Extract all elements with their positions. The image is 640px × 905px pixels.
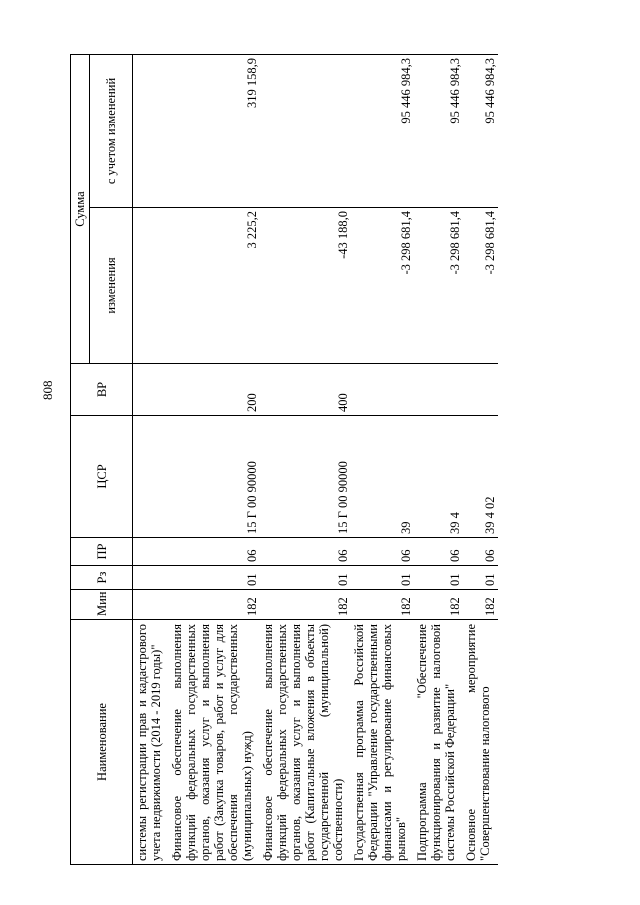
- row-name: Государственная программа Российской Федерации "Управление государственными финансами и регулирование финансовых рынков": [351, 620, 414, 865]
- row-rz: [133, 566, 170, 590]
- row-pr: 06: [463, 538, 498, 566]
- row-min: [133, 590, 170, 620]
- header-sum: Сумма: [71, 55, 90, 364]
- row-pr: 06: [260, 538, 351, 566]
- row-change: -43 188,0: [260, 208, 351, 364]
- row-min: 182: [414, 590, 463, 620]
- header-rz: Рз: [71, 566, 133, 590]
- table-row: [351, 55, 414, 865]
- row-rz: 01: [414, 566, 463, 590]
- row-pr: [133, 538, 170, 566]
- row-change: -3 298 681,4: [414, 208, 463, 364]
- table-row: [414, 55, 463, 865]
- header-csr: ЦСР: [71, 416, 133, 538]
- row-min: 182: [260, 590, 351, 620]
- row-pr: 06: [351, 538, 414, 566]
- row-min: 182: [463, 590, 498, 620]
- header-min: Мин: [71, 590, 133, 620]
- row-with-change: 95 446 984,3: [463, 55, 498, 208]
- row-pr: 06: [169, 538, 260, 566]
- row-csr: 39: [351, 416, 414, 538]
- row-name: Основное мероприятие "Совершенствование налогового: [463, 620, 498, 865]
- row-name: Финансовое обеспечение выполнения функций федеральных государственных органов, оказания услуг и выполнения работ (Закупка товаров, работ и услуг для обеспечения государственных (муниципальных) нужд): [169, 620, 260, 865]
- page-number-text: 808: [40, 380, 55, 400]
- header-pr: ПР: [71, 538, 133, 566]
- row-with-change: 95 446 984,3: [414, 55, 463, 208]
- row-vr: [133, 364, 170, 416]
- row-with-change: [260, 55, 351, 208]
- row-min: 182: [169, 590, 260, 620]
- row-with-change: 95 446 984,3: [351, 55, 414, 208]
- row-rz: 01: [463, 566, 498, 590]
- row-name: Подпрограмма "Обеспечение функционирования и развитие налоговой системы Российской Федерации": [414, 620, 463, 865]
- row-csr: [133, 416, 170, 538]
- row-change: [133, 208, 170, 364]
- row-with-change: 319 158,9: [169, 55, 260, 208]
- row-vr: [463, 364, 498, 416]
- row-vr: [351, 364, 414, 416]
- row-name: системы регистрации прав и кадастрового учета недвижимости (2014 - 2019 годы)": [133, 620, 170, 865]
- table-header: [71, 55, 133, 865]
- table-row: [133, 55, 170, 865]
- row-vr: [414, 364, 463, 416]
- header-change: изменения: [90, 208, 133, 364]
- row-csr: 15 Г 00 90000: [169, 416, 260, 538]
- row-change: 3 225,2: [169, 208, 260, 364]
- row-rz: 01: [260, 566, 351, 590]
- row-with-change: [133, 55, 170, 208]
- row-rz: 01: [169, 566, 260, 590]
- row-vr: 400: [260, 364, 351, 416]
- table-row: [169, 55, 260, 865]
- row-change: -3 298 681,4: [463, 208, 498, 364]
- table-row: [260, 55, 351, 865]
- row-csr: 39 4: [414, 416, 463, 538]
- row-name: Финансовое обеспечение выполнения функций федеральных государственных органов, оказания услуг и выполнения работ (Капитальные вложения в объекты государственной (муниципальной) собственности): [260, 620, 351, 865]
- row-csr: 15 Г 00 90000: [260, 416, 351, 538]
- row-vr: 200: [169, 364, 260, 416]
- table-row: [463, 55, 498, 865]
- row-min: 182: [351, 590, 414, 620]
- row-pr: 06: [414, 538, 463, 566]
- budget-table: [70, 54, 498, 865]
- header-with-change: с учетом изменений: [90, 55, 133, 208]
- budget-table-sheet: [70, 55, 595, 865]
- header-vr: ВР: [71, 364, 133, 416]
- row-rz: 01: [351, 566, 414, 590]
- row-csr: 39 4 02: [463, 416, 498, 538]
- header-name: Наименование: [71, 620, 133, 865]
- row-change: -3 298 681,4: [351, 208, 414, 364]
